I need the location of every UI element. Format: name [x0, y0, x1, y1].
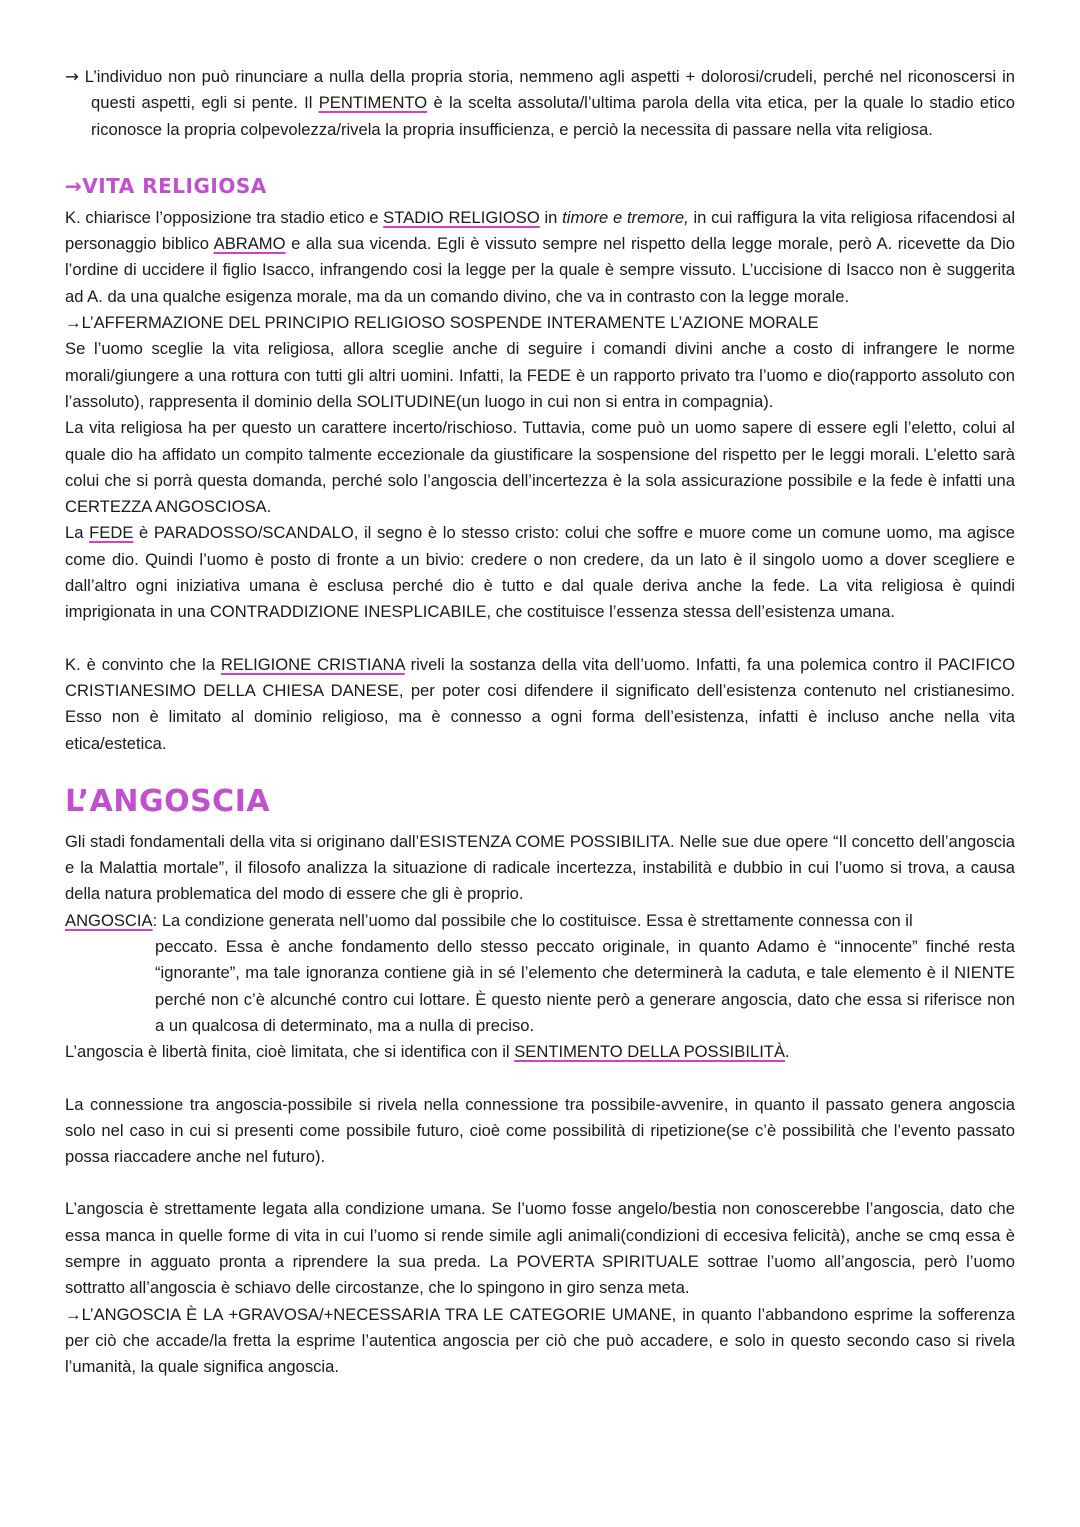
paragraph-principio-religioso: →L’AFFERMAZIONE DEL PRINCIPIO RELIGIOSO SOSPENDE INTERAMENTE L’AZIONE MORALE: [65, 313, 819, 333]
paragraph-esistenza-possibilita: Gli stadi fondamentali della vita si originano dall’ESISTENZA COME POSSIBILITA. Nelle sue due opere “Il concetto dell’angoscia e la Malattia mortale”, il filosofo analizza la situazione di radicale incertezza, instabilità e dubbio in cui l’uomo si trova, a causa della natura problematica del modo di essere che gli è proprio.: [65, 831, 1015, 904]
highlight-religione-cristiana: RELIGIONE CRISTIANA: [220, 654, 405, 674]
document-page: [65, 64, 1015, 1380]
paragraph-fede: La FEDE è PARADOSSO/SCANDALO, il segno è lo stesso cristo: colui che soffre e muore come un comune uomo, ma agisce come dio. Quindi l’uomo è posto di fronte a un bivio: credere o non credere, da un lato è il singolo uomo a dover scegliere e dall’altro ogni iniziativa umana è esclusa perché dio è tutto e dal quale deriva anche la fede. La vita religiosa è quindi imprigionata in una CONTRADDIZIONE INESPLICABILE, che costituisce l’essenza stessa dell’esistenza umana.: [65, 523, 1015, 622]
paragraph-liberta-finita: L’angoscia è libertà finita, cioè limitata, che si identifica con il SENTIMENTO DELLA POSSIBILITÀ.: [65, 1042, 790, 1062]
paragraph-condizione-umana: L’angoscia è strettamente legata alla condizione umana. Se l’uomo fosse angelo/bestia non conoscerebbe l’angoscia, dato che essa manca in quelle forme di vita in cui l’uomo si rende simile agli animali(condizioni di eccesiva felicità), anche se cmq essa è sempre in agguato pronta a riprendere la sua preda. La POVERTA SPIRITUALE sottrae l’uomo all’angoscia, però l’uomo sottratto all’angoscia è schiavo delle circostanze, che lo spingono in giro senza meta.: [65, 1199, 1015, 1298]
paragraph-vita-religiosa: Se l’uomo sceglie la vita religiosa, allora sceglie anche di seguire i comandi divini anche a costo di infrangere le norme morali/giungere a una rottura con tutti gli altri uomini. Infatti, la FEDE è un rapporto privato tra l’uomo e dio(rapporto assoluto con l’assoluto), rappresenta il dominio della SOLITUDINE(un luogo in cui non si entra in compagnia).: [65, 339, 1015, 411]
heading-angoscia: L’ANGOSCIA: [65, 783, 271, 819]
paragraph-pentimento: → L’individuo non può rinunciare a nulla della propria storia, nemmeno agli aspetti + dolorosi/crudeli, perché nel riconoscersi in questi aspetti, egli si pente. Il PENTIMENTO è la scelta assoluta/l’ultima parola della vita etica, per la quale lo stadio etico riconosce la propria colpevolezza/rivela la propria insufficienza, e perciò la necessita di passare nella vita religiosa.: [65, 67, 1015, 139]
highlight-angoscia: ANGOSCIA: [65, 910, 153, 930]
arrow-icon: →: [65, 67, 79, 86]
heading-vita-religiosa: →VITA RELIGIOSA: [65, 173, 267, 198]
highlight-sentimento-possibilita: SENTIMENTO DELLA POSSIBILITÀ: [514, 1042, 786, 1062]
paragraph-categorie-umane: →L’ANGOSCIA È LA +GRAVOSA/+NECESSARIA TRA LE CATEGORIE UMANE, in quanto l’abbandono esprime la sofferenza per ciò che accade/la fretta la esprime l’autentica angoscia per ciò che può accadere, e solo in questo secondo caso si rivela l’umanità, la quale significa angoscia.: [65, 1304, 1015, 1377]
paragraph-stadio-religioso: K. chiarisce l’opposizione tra stadio etico e STADIO RELIGIOSO in timore e tremore, in cui raffigura la vita religiosa rifacendosi al personaggio biblico ABRAMO e alla sua vicenda. Egli è vissuto sempre nel rispetto della legge morale, però A. ricevette da Dio l’ordine di uccidere il figlio Isacco, infrangendo cosi la legge per la quale è sempre vissuto. L’uccisione di Isacco non è suggerita ad A. da una qualche esigenza morale, ma da un comando divino, che va in contrasto con la legge morale.: [65, 207, 1016, 306]
highlight-fede: FEDE: [89, 523, 134, 543]
highlight-pentimento: PENTIMENTO: [318, 93, 428, 113]
title-timore-e-tremore: timore e tremore,: [562, 207, 689, 227]
highlight-abramo: ABRAMO: [213, 234, 286, 254]
paragraph-connessione: La connessione tra angoscia-possibile si rivela nella connessione tra possibile-avvenire, in quanto il passato genera angoscia solo nel caso in cui si presenti come possibile futuro, cioè come possibilità di ripetizione(se c’è possibilità che l’evento passato possa riaccadere anche nel futuro).: [65, 1094, 1015, 1167]
highlight-stadio-religioso: STADIO RELIGIOSO: [383, 207, 540, 227]
definition-angoscia: ANGOSCIA: La condizione generata nell’uomo dal possibile che lo costituisce. Essa è strettamente connessa con il peccato. Essa è anche fondamento dello stesso peccato originale, in quanto Adamo è “innocente” finché resta “ignorante”, ma tale ignoranza contiene già in sé l’elemento che determinerà la caduta, e tale elemento è il NIENTE perché non c’è alcunché contro cui lottare. È questo niente però a generare angoscia, dato che essa si riferisce non a un qualcosa di determinato, ma a nulla di preciso.: [65, 910, 1015, 1035]
paragraph-incerto: La vita religiosa ha per questo un carattere incerto/rischioso. Tuttavia, come può un uomo sapere di essere egli l’eletto, colui al quale dio ha affidato un compito talmente eccezionale da giustificare la sospensione del rispetto per le leggi morali. L’eletto sarà colui che si porrà questa domanda, perché solo l’angoscia dell’incertezza è la sola assicurazione possibile e la fede è infatti una CERTEZZA ANGOSCIOSA.: [65, 418, 1015, 517]
paragraph-religione-cristiana: K. è convinto che la RELIGIONE CRISTIANA riveli la sostanza della vita dell’uomo. Infatti, fa una polemica contro il PACIFICO CRISTIANESIMO DELLA CHIESA DANESE, per poter cosi difendere il significato dell’esistenza contenuto nel cristianesimo. Esso non è limitato al dominio religioso, ma è connesso a ogni forma dell’esistenza, infatti è incluso anche nella vita etica/estetica.: [65, 654, 1015, 753]
